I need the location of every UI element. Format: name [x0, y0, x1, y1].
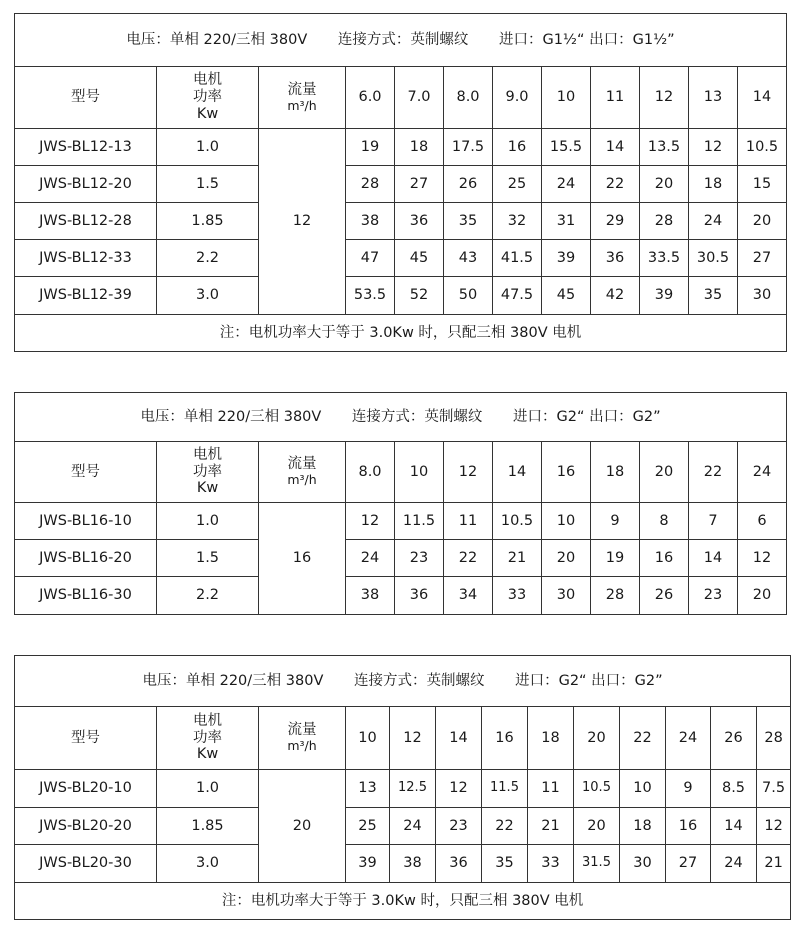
flow-value: 14 [436, 707, 482, 770]
rated-flow-cell: 16 [259, 503, 346, 615]
flow-value: 22 [689, 442, 738, 503]
head-cell: 31.5 [574, 845, 620, 883]
head-cell: 14 [591, 129, 640, 166]
model-cell: JWS-BL12-39 [15, 277, 157, 315]
head-cell: 20 [640, 166, 689, 203]
head-cell: 28 [640, 203, 689, 240]
table-row [15, 770, 791, 808]
power-cell: 2.2 [157, 240, 259, 277]
head-cell: 29 [591, 203, 640, 240]
flow-value: 8.0 [346, 442, 395, 503]
head-cell: 24 [542, 166, 591, 203]
head-cell: 27 [738, 240, 787, 277]
head-cell: 24 [711, 845, 757, 883]
head-cell: 35 [689, 277, 738, 315]
flow-value: 14 [493, 442, 542, 503]
flow-column-header: 流量 m³/h [259, 67, 346, 129]
head-cell: 11 [444, 503, 493, 540]
head-cell: 7.5 [757, 770, 791, 808]
head-cell: 28 [346, 166, 395, 203]
power-cell: 3.0 [157, 845, 259, 883]
model-cell: JWS-BL20-30 [15, 845, 157, 883]
head-cell: 50 [444, 277, 493, 315]
head-cell: 16 [640, 540, 689, 577]
head-cell: 13.5 [640, 129, 689, 166]
flow-value: 9.0 [493, 67, 542, 129]
head-cell: 36 [591, 240, 640, 277]
head-cell: 31 [542, 203, 591, 240]
flow-value: 20 [640, 442, 689, 503]
model-cell: JWS-BL16-20 [15, 540, 157, 577]
head-cell: 32 [493, 203, 542, 240]
table-header [15, 656, 791, 707]
model-column-header: 型号 [15, 67, 157, 129]
head-cell: 17.5 [444, 129, 493, 166]
voltage-spec: 电压：单相 220/三相 380V [142, 672, 324, 689]
head-cell: 21 [493, 540, 542, 577]
head-cell: 35 [482, 845, 528, 883]
flow-value: 10 [395, 442, 444, 503]
table-row [15, 503, 787, 540]
head-cell: 18 [395, 129, 444, 166]
head-cell: 38 [346, 203, 395, 240]
head-cell: 18 [620, 808, 666, 845]
head-cell: 47 [346, 240, 395, 277]
flow-value: 22 [620, 707, 666, 770]
head-cell: 11 [528, 770, 574, 808]
head-cell: 26 [444, 166, 493, 203]
head-cell: 12.5 [390, 770, 436, 808]
power-cell: 1.5 [157, 540, 259, 577]
voltage-spec: 电压：单相 220/三相 380V [140, 408, 322, 425]
flow-value: 10 [542, 67, 591, 129]
head-cell: 30 [738, 277, 787, 315]
flow-value: 7.0 [395, 67, 444, 129]
head-cell: 12 [346, 503, 395, 540]
table-row [15, 240, 787, 277]
head-cell: 9 [666, 770, 711, 808]
flow-value: 16 [482, 707, 528, 770]
head-cell: 13 [346, 770, 390, 808]
head-cell: 41.5 [493, 240, 542, 277]
head-cell: 19 [591, 540, 640, 577]
voltage-spec: 电压：单相 220/三相 380V [126, 31, 308, 48]
head-cell: 30.5 [689, 240, 738, 277]
head-cell: 45 [542, 277, 591, 315]
head-cell: 47.5 [493, 277, 542, 315]
head-cell: 15 [738, 166, 787, 203]
table-row [15, 845, 791, 883]
connection-spec: 连接方式：英制螺纹 [353, 672, 485, 689]
head-cell: 20 [738, 203, 787, 240]
head-cell: 39 [346, 845, 390, 883]
head-cell: 24 [390, 808, 436, 845]
flow-value: 12 [640, 67, 689, 129]
model-cell: JWS-BL12-28 [15, 203, 157, 240]
model-cell: JWS-BL20-10 [15, 770, 157, 808]
head-cell: 22 [444, 540, 493, 577]
flow-value: 13 [689, 67, 738, 129]
flow-value: 11 [591, 67, 640, 129]
flow-value: 16 [542, 442, 591, 503]
head-cell: 10.5 [738, 129, 787, 166]
power-column-header: 电机 功率 Kw [157, 707, 259, 770]
head-cell: 15.5 [542, 129, 591, 166]
head-cell: 23 [395, 540, 444, 577]
flow-value: 24 [666, 707, 711, 770]
head-cell: 36 [436, 845, 482, 883]
head-cell: 12 [689, 129, 738, 166]
flow-column-header: 流量 m³/h [259, 442, 346, 503]
head-cell: 12 [738, 540, 787, 577]
power-cell: 1.5 [157, 166, 259, 203]
head-cell: 23 [689, 577, 738, 615]
model-cell: JWS-BL12-20 [15, 166, 157, 203]
power-cell: 2.2 [157, 577, 259, 615]
head-cell: 10.5 [574, 770, 620, 808]
head-cell: 53.5 [346, 277, 395, 315]
model-cell: JWS-BL12-13 [15, 129, 157, 166]
power-column-header: 电机 功率 Kw [157, 67, 259, 129]
head-cell: 18 [689, 166, 738, 203]
head-cell: 30 [542, 577, 591, 615]
model-column-header: 型号 [15, 442, 157, 503]
power-cell: 1.0 [157, 503, 259, 540]
head-cell: 16 [666, 808, 711, 845]
head-cell: 26 [640, 577, 689, 615]
table-note: 注：电机功率大于等于 3.0Kw 时，只配三相 380V 电机 [15, 315, 787, 352]
flow-value: 18 [528, 707, 574, 770]
flow-value: 28 [757, 707, 791, 770]
head-cell: 20 [574, 808, 620, 845]
model-cell: JWS-BL16-30 [15, 577, 157, 615]
head-cell: 28 [591, 577, 640, 615]
rated-flow-cell: 12 [259, 129, 346, 315]
head-cell: 52 [395, 277, 444, 315]
head-cell: 12 [757, 808, 791, 845]
head-cell: 33.5 [640, 240, 689, 277]
pump-table-bl16 [14, 392, 787, 615]
table-row [15, 577, 787, 615]
head-cell: 25 [493, 166, 542, 203]
table-row [15, 808, 791, 845]
table-note: 注：电机功率大于等于 3.0Kw 时，只配三相 380V 电机 [15, 883, 791, 920]
head-cell: 11.5 [482, 770, 528, 808]
connection-spec: 连接方式：英制螺纹 [337, 31, 469, 48]
head-cell: 10 [542, 503, 591, 540]
head-cell: 21 [528, 808, 574, 845]
flow-value: 6.0 [346, 67, 395, 129]
rated-flow-cell: 20 [259, 770, 346, 883]
table-header [15, 393, 787, 442]
power-column-header: 电机 功率 Kw [157, 442, 259, 503]
head-cell: 14 [689, 540, 738, 577]
head-cell: 34 [444, 577, 493, 615]
table-row [15, 277, 787, 315]
head-cell: 45 [395, 240, 444, 277]
head-cell: 10.5 [493, 503, 542, 540]
table-row [15, 203, 787, 240]
head-cell: 25 [346, 808, 390, 845]
head-cell: 20 [738, 577, 787, 615]
head-cell: 22 [591, 166, 640, 203]
power-cell: 1.0 [157, 770, 259, 808]
flow-column-header: 流量 m³/h [259, 707, 346, 770]
head-cell: 39 [542, 240, 591, 277]
port-spec: 进口：G2“ 出口：G2” [515, 672, 663, 689]
head-cell: 21 [757, 845, 791, 883]
pump-table-bl12 [14, 13, 787, 352]
head-cell: 43 [444, 240, 493, 277]
head-cell: 36 [395, 577, 444, 615]
head-cell: 33 [528, 845, 574, 883]
head-cell: 38 [346, 577, 395, 615]
head-cell: 23 [436, 808, 482, 845]
head-cell: 36 [395, 203, 444, 240]
head-cell: 8.5 [711, 770, 757, 808]
head-cell: 7 [689, 503, 738, 540]
head-cell: 16 [493, 129, 542, 166]
table-row [15, 129, 787, 166]
head-cell: 12 [436, 770, 482, 808]
head-cell: 22 [482, 808, 528, 845]
table-row [15, 166, 787, 203]
flow-value: 18 [591, 442, 640, 503]
head-cell: 11.5 [395, 503, 444, 540]
table-row [15, 540, 787, 577]
head-cell: 24 [346, 540, 395, 577]
flow-value: 10 [346, 707, 390, 770]
head-cell: 20 [542, 540, 591, 577]
head-cell: 9 [591, 503, 640, 540]
head-cell: 33 [493, 577, 542, 615]
flow-value: 24 [738, 442, 787, 503]
head-cell: 27 [395, 166, 444, 203]
power-cell: 1.0 [157, 129, 259, 166]
pump-table-bl20 [14, 655, 791, 920]
power-cell: 1.85 [157, 808, 259, 845]
head-cell: 39 [640, 277, 689, 315]
head-cell: 27 [666, 845, 711, 883]
table-header [15, 14, 787, 67]
head-cell: 30 [620, 845, 666, 883]
port-spec: 进口：G2“ 出口：G2” [513, 408, 661, 425]
head-cell: 19 [346, 129, 395, 166]
flow-value: 26 [711, 707, 757, 770]
flow-value: 12 [390, 707, 436, 770]
head-cell: 24 [689, 203, 738, 240]
flow-value: 20 [574, 707, 620, 770]
model-column-header: 型号 [15, 707, 157, 770]
head-cell: 35 [444, 203, 493, 240]
model-cell: JWS-BL12-33 [15, 240, 157, 277]
power-cell: 1.85 [157, 203, 259, 240]
head-cell: 14 [711, 808, 757, 845]
flow-value: 12 [444, 442, 493, 503]
connection-spec: 连接方式：英制螺纹 [351, 408, 483, 425]
power-cell: 3.0 [157, 277, 259, 315]
head-cell: 6 [738, 503, 787, 540]
model-cell: JWS-BL16-10 [15, 503, 157, 540]
head-cell: 38 [390, 845, 436, 883]
head-cell: 8 [640, 503, 689, 540]
flow-value: 14 [738, 67, 787, 129]
head-cell: 42 [591, 277, 640, 315]
flow-value: 8.0 [444, 67, 493, 129]
model-cell: JWS-BL20-20 [15, 808, 157, 845]
port-spec: 进口：G1½“ 出口：G1½” [498, 31, 675, 48]
head-cell: 10 [620, 770, 666, 808]
